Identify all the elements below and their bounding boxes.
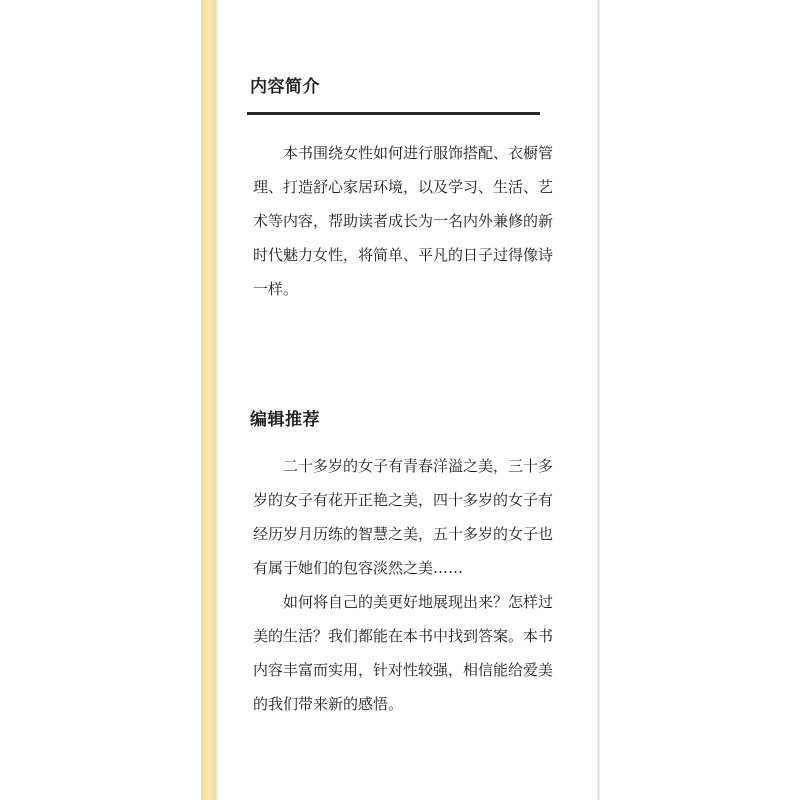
editor-body — [253, 449, 553, 721]
intro-body — [253, 136, 553, 306]
editor-paragraph-1: 二十多岁的女子有青春洋溢之美，三十多岁的女子有花开正艳之美，四十多岁的女子有经历岁月历练的智慧之美，五十多岁的女子也有属于她们的包容淡然之美…… — [253, 457, 554, 577]
editor-section-title: 编辑推荐 — [250, 410, 320, 430]
page-edge-shadow — [597, 0, 600, 800]
intro-paragraph: 本书围绕女性如何进行服饰搭配、衣橱管理、打造舒心家居环境，以及学习、生活、艺术等内容，帮助读者成长为一名内外兼修的新时代魅力女性，将简单、平凡的日子过得像诗一样。 — [253, 144, 554, 298]
editor-paragraph-2: 如何将自己的美更好地展现出来？怎样过美的生活？我们都能在本书中找到答案。本书内容丰富而实用，针对性较强，相信能给爱美的我们带来新的感悟。 — [253, 593, 554, 713]
intro-title-underline — [247, 112, 540, 115]
intro-section-title: 内容简介 — [250, 77, 320, 97]
gold-spine-band — [201, 0, 216, 800]
